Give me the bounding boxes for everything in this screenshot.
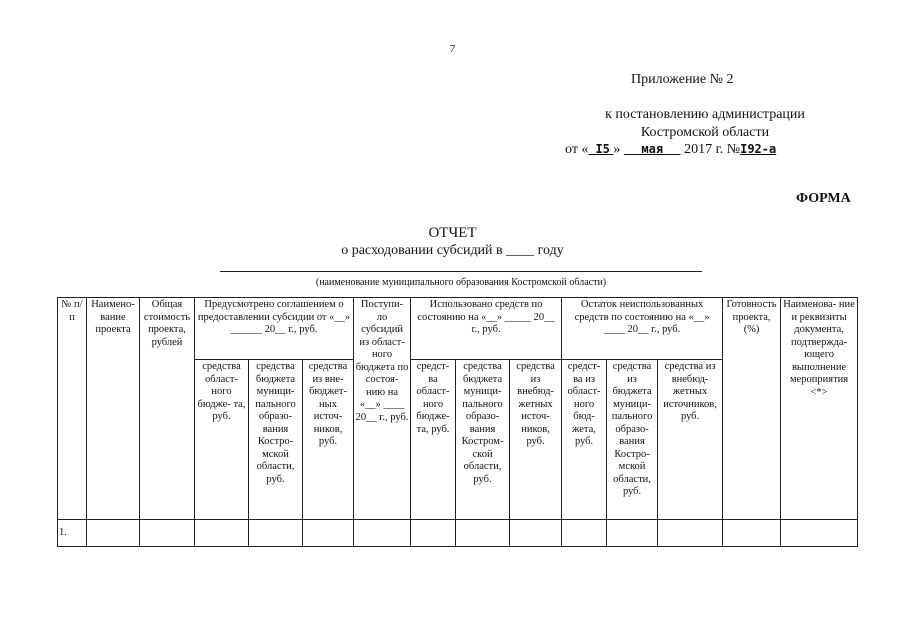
page-number: 7 xyxy=(449,43,456,55)
table-cell xyxy=(140,520,195,547)
table-cell xyxy=(723,520,781,547)
form-label: ФОРМА xyxy=(796,191,851,206)
report-subtitle: о расходовании субсидий в ____ году xyxy=(341,243,564,258)
municipality-caption: (наименование муниципального образования Костромской области) xyxy=(315,277,607,288)
decree-reference xyxy=(560,106,850,142)
decree-year: 2017 г. № xyxy=(684,142,741,157)
decree-day: I5 xyxy=(595,142,610,156)
header-used-regional: средст- ва област- ного бюдже- та, руб. xyxy=(411,360,456,520)
table-cell xyxy=(562,520,607,547)
table-cell xyxy=(781,520,858,547)
report-title: ОТЧЕТ xyxy=(428,225,477,241)
header-agreement-regional: средства област- ного бюдже- та, руб. xyxy=(195,360,249,520)
decree-line-1: к постановлению администрации xyxy=(605,107,805,122)
header-number: № п/п xyxy=(58,298,87,520)
row-number: 1. xyxy=(58,520,87,547)
table-cell xyxy=(354,520,411,547)
header-documents: Наименова- ние и реквизиты документа, подтвержда- ющего выполнение мероприятия <*> xyxy=(781,298,858,520)
report-table xyxy=(57,297,858,547)
header-received: Поступи- ло субсидий из област- ного бюджета по состоя- нию на «__» ____ 20__ г., руб. xyxy=(354,298,411,520)
header-remaining: Остаток неиспользованных средств по состоянию на «__» ____ 20__ г., руб. xyxy=(562,298,723,360)
decree-date-line xyxy=(565,142,776,158)
header-used-municipal: средства бюджета муници- пального образо- вания Костром- ской области, руб. xyxy=(456,360,510,520)
table-cell xyxy=(249,520,303,547)
date-prefix: от « xyxy=(565,142,589,157)
appendix-label: Приложение № 2 xyxy=(631,72,734,87)
header-remaining-extrabudget: средства из внебюд- жетных источников, руб. xyxy=(658,360,723,520)
header-readiness: Готовность проекта, (%) xyxy=(723,298,781,520)
table-cell xyxy=(411,520,456,547)
decree-month: мая xyxy=(641,142,664,156)
decree-number: I92-а xyxy=(740,142,777,156)
table-cell xyxy=(607,520,658,547)
municipality-line xyxy=(220,271,702,272)
table-cell xyxy=(87,520,140,547)
date-mid: » xyxy=(613,142,621,157)
header-used: Использовано средств по состоянию на «__» _____ 20__ г., руб. xyxy=(411,298,562,360)
header-used-extrabudget: средства из внебюд- жетных источ- ников, руб. xyxy=(510,360,562,520)
header-agreement-municipal: средства бюджета муници- пального образо- вания Костро- мской области, руб. xyxy=(249,360,303,520)
header-agreement-extrabudget: средства из вне- бюджет- ных источ- ников, руб. xyxy=(303,360,354,520)
table-cell xyxy=(303,520,354,547)
table-cell xyxy=(456,520,510,547)
table-cell xyxy=(658,520,723,547)
header-remaining-regional: средст- ва из област- ного бюд- жета, руб. xyxy=(562,360,607,520)
header-total-cost: Общая стоимость проекта, рублей xyxy=(140,298,195,520)
decree-line-2: Костромской области xyxy=(640,125,770,140)
header-project-name: Наимено- вание проекта xyxy=(87,298,140,520)
header-remaining-municipal: средства из бюджета муници- пального образо- вания Костро- мской области, руб. xyxy=(607,360,658,520)
header-agreement: Предусмотрено соглашением о предоставлении субсидии от «__» ______ 20__ г., руб. xyxy=(195,298,354,360)
table-cell xyxy=(510,520,562,547)
table-cell xyxy=(195,520,249,547)
table-row xyxy=(58,520,858,547)
